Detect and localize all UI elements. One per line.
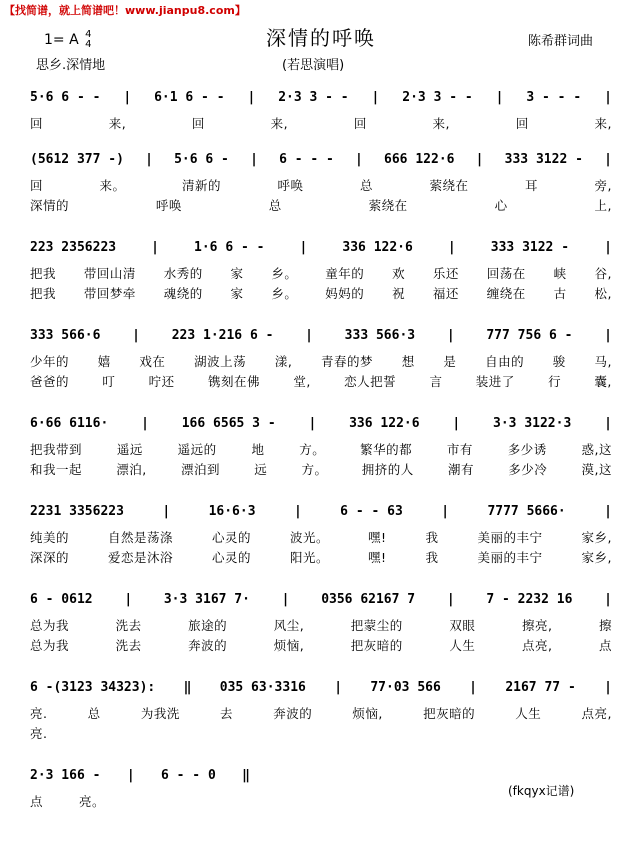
lyric-word: 恋人把誓 (344, 374, 397, 389)
measure: 2·3 3 - - (402, 90, 473, 105)
lyric-word: 心 (494, 198, 508, 213)
notes-line (30, 240, 612, 255)
lyric-word: 风尘, (273, 618, 305, 633)
barline: | (441, 504, 450, 519)
lyric-word: 来, (594, 116, 612, 131)
barline: | (162, 504, 171, 519)
lyric-word: 骏 (552, 354, 566, 369)
lyric-word: 总 (87, 706, 101, 721)
lyric-word: 繁华的都 (360, 442, 413, 457)
lyric-word: 马, (594, 354, 612, 369)
lyric-word: 家乡, (581, 550, 612, 565)
lyric-word: 漾, (274, 354, 293, 369)
lyric-word: 奔波的 (188, 638, 228, 653)
measure: 2·3 3 - - (278, 90, 349, 105)
lyric-word: 为我洗 (140, 706, 180, 721)
lyric-word: 双眼 (449, 618, 476, 633)
lyric-word: 福还 (432, 286, 459, 301)
lyric-word: 漂泊到 (180, 462, 220, 477)
barline: | (132, 328, 140, 343)
lyrics-verse-1 (30, 704, 612, 722)
lyric-word: 是 (443, 354, 457, 369)
lyric-word: 带回梦牵 (83, 286, 136, 301)
lyric-word: 耳 (525, 178, 539, 193)
lyric-word: 洗去 (115, 638, 142, 653)
lyric-word: 回 (515, 116, 529, 131)
barline: | (299, 240, 308, 255)
measure: 77·03 566 (370, 680, 441, 695)
lyrics-verse-2 (30, 636, 612, 654)
notes-line (30, 328, 612, 343)
lyric-word: 嘿! (368, 530, 387, 545)
lyric-word: 呼唤 (155, 198, 182, 213)
lyric-word: 乡。 (271, 286, 298, 301)
barline: | (308, 416, 317, 431)
lyric-word: 遥远 (116, 442, 143, 457)
lyric-word: 潮有 (447, 462, 474, 477)
singer-credit: (若思演唱) (282, 58, 345, 73)
lyric-word: 镌刻在佛 (207, 374, 260, 389)
lyric-word: 多少诱 (507, 442, 547, 457)
time-signature (85, 30, 91, 50)
composer-credit: 陈希群词曲 (528, 34, 594, 49)
barline: | (281, 592, 290, 607)
lyric-word: 戏在 (139, 354, 166, 369)
lyrics-verse-1 (30, 616, 612, 634)
lyrics-verse-1 (30, 352, 612, 370)
lyric-word: 多少冷 (508, 462, 548, 477)
barline: | (469, 680, 477, 695)
measure: 2231 3356223 (30, 504, 124, 519)
lyric-word: 点亮, (521, 638, 553, 653)
lyric-word: 把我 (30, 266, 57, 281)
measure: 777 756 6 - (486, 328, 573, 343)
measure: 7 - 2232 16 (486, 592, 573, 607)
measure: 223 1·216 6 - (171, 328, 274, 343)
lyric-word: 心灵的 (212, 550, 252, 565)
lyric-word: 松, (594, 286, 612, 301)
lyric-word: 言 (429, 374, 443, 389)
time-top: 4 (85, 29, 92, 40)
lyric-word: 烦恼, (352, 706, 383, 721)
barline: | (247, 90, 256, 105)
lyric-word: 深深的 (30, 550, 70, 565)
measure: 0356 62167 7 (321, 592, 416, 607)
lyric-word: 爸爸的 (30, 374, 70, 389)
barline: | (446, 328, 455, 343)
lyric-word: 和我一起 (30, 462, 83, 477)
lyric-word: 回 (30, 178, 44, 193)
lyric-word: 童年的 (325, 266, 365, 281)
measure: 5·6 6 - - (30, 90, 101, 105)
measure: 6 -(3123 34323): (30, 680, 156, 695)
barline: | (475, 152, 484, 167)
lyric-word: 远 (254, 462, 268, 477)
barline: | (124, 592, 133, 607)
lyric-word: 青春的梦 (320, 354, 373, 369)
measure: 3·3 3167 7· (163, 592, 250, 607)
lyric-word: 囊, (594, 374, 612, 389)
lyric-word: 总为我 (30, 638, 70, 653)
lyric-word: 纯美的 (30, 530, 70, 545)
measure: 1·6 6 - - (194, 240, 265, 255)
barline: | (604, 680, 612, 695)
lyric-word: 上, (594, 198, 612, 213)
notes-line (30, 768, 250, 783)
notes-line (30, 416, 612, 431)
mood-marking: 思乡.深情地 (36, 58, 106, 73)
lyric-word: 自由的 (485, 354, 525, 369)
lyric-word: 古 (553, 286, 567, 301)
lyric-word: 亮。 (79, 794, 106, 809)
barline: | (604, 90, 612, 105)
lyric-word: 萦绕在 (368, 198, 408, 213)
barline: | (495, 90, 504, 105)
lyrics-verse-2 (30, 548, 612, 566)
barline: | (604, 328, 612, 343)
lyric-word: 总为我 (30, 618, 70, 633)
lyric-word: 点 (598, 638, 612, 653)
lyric-word: 呼唤 (277, 178, 304, 193)
lyric-word: 缠绕在 (486, 286, 526, 301)
lyric-word: 方。 (301, 462, 328, 477)
lyric-word: 水秀的 (163, 266, 203, 281)
lyric-word: 美丽的丰宁 (477, 550, 543, 565)
measure: 16·6·3 (208, 504, 256, 519)
lyric-word: 带回山清 (83, 266, 136, 281)
lyric-word: 行 (548, 374, 562, 389)
lyrics-verse-1 (30, 440, 612, 458)
lyric-word: 咛还 (148, 374, 175, 389)
barline: | (250, 152, 258, 167)
lyric-word: 嬉 (97, 354, 111, 369)
measure: 2·3 166 - (30, 768, 101, 783)
measure: 333 3122 - (504, 152, 583, 167)
measure: 2167 77 - (505, 680, 576, 695)
lyrics-verse-2 (30, 724, 612, 742)
measure: 3·3 3122·3 (493, 416, 572, 431)
lyrics-verse-2 (30, 196, 612, 214)
lyric-word: 少年的 (30, 354, 70, 369)
barline: | (604, 416, 612, 431)
lyric-word: 湖波上荡 (194, 354, 247, 369)
measure: 166 6565 3 - (181, 416, 276, 431)
lyric-word: 去 (220, 706, 234, 721)
lyric-word: 波光。 (290, 530, 330, 545)
lyric-word: 自然是荡涤 (108, 530, 174, 545)
barline: | (446, 592, 455, 607)
lyric-word: 人生 (449, 638, 476, 653)
lyric-word: 烦恼, (273, 638, 305, 653)
lyric-word: 人生 (515, 706, 542, 721)
lyric-word: 来, (108, 116, 127, 131)
lyric-word: 方。 (299, 442, 326, 457)
lyric-word: 擦亮, (521, 618, 553, 633)
measure: 3 - - - (526, 90, 582, 105)
lyric-word: 堂, (293, 374, 311, 389)
key-signature (44, 30, 92, 50)
barline: | (334, 680, 343, 695)
lyrics-verse-2 (30, 372, 612, 390)
lyric-word: 遥远的 (177, 442, 217, 457)
barline: | (604, 240, 612, 255)
measure: 336 122·6 (342, 240, 413, 255)
lyric-word: 想 (401, 354, 415, 369)
measure: 035 63·3316 (219, 680, 306, 695)
transcriber-credit: (fkqyx记谱) (508, 784, 575, 798)
lyric-word: 地 (251, 442, 265, 457)
lyric-word: 乡。 (271, 266, 298, 281)
barline: | (604, 152, 612, 167)
lyric-word: 峡 (553, 266, 567, 281)
barline: | (371, 90, 380, 105)
lyric-word: 旅途的 (188, 618, 228, 633)
barline: | (123, 90, 132, 105)
measure: 6·66 6116· (30, 416, 109, 431)
barline: | (126, 768, 135, 783)
measure: 6 - - - (279, 152, 334, 167)
lyrics-verse-1 (30, 264, 612, 282)
lyric-word: 阳光。 (290, 550, 330, 565)
lyric-word: 把灰暗的 (350, 638, 403, 653)
measure: 6 - 0612 (30, 592, 93, 607)
lyric-word: 魂绕的 (163, 286, 203, 301)
measure: 333 566·6 (30, 328, 101, 343)
lyric-word: 我 (425, 530, 439, 545)
lyric-word: 清新的 (182, 178, 222, 193)
measure: 5·6 6 - (174, 152, 229, 167)
lyric-word: 把蒙尘的 (350, 618, 403, 633)
lyric-word: 洗去 (115, 618, 142, 633)
lyric-word: 来, (270, 116, 289, 131)
lyric-word: 拥挤的人 (361, 462, 414, 477)
lyric-word: 擦 (598, 618, 612, 633)
lyric-word: 回 (353, 116, 367, 131)
lyric-word: 惑,这 (581, 442, 612, 457)
lyric-word: 我 (425, 550, 439, 565)
measure: 333 566·3 (344, 328, 416, 343)
lyric-word: 总 (360, 178, 374, 193)
barline: | (305, 328, 313, 343)
lyric-word: 萦绕在 (429, 178, 469, 193)
lyric-word: 市有 (446, 442, 473, 457)
measure: 336 122·6 (349, 416, 420, 431)
lyric-word: 点亮, (581, 706, 612, 721)
lyric-word: 家乡, (581, 530, 612, 545)
lyric-word: 亮. (30, 726, 48, 741)
lyric-word: 来。 (99, 178, 126, 193)
barline: | (447, 240, 456, 255)
lyrics-verse-1 (30, 114, 612, 132)
lyrics-verse-1 (30, 176, 612, 194)
lyric-word: 家 (230, 266, 244, 281)
lyric-word: 嘿! (368, 550, 387, 565)
time-bottom: 4 (85, 39, 92, 50)
lyric-word: 装进了 (475, 374, 515, 389)
lyric-word: 爱恋是沐浴 (108, 550, 174, 565)
barline: | (604, 592, 612, 607)
measure: 6·1 6 - - (154, 90, 225, 105)
lyric-word: 祝 (392, 286, 406, 301)
barline: | (151, 240, 159, 255)
lyrics-verse-2 (30, 284, 612, 302)
measure: 6 - - 0 (161, 768, 216, 783)
lyric-word: 叮 (102, 374, 116, 389)
lyric-word: 家 (230, 286, 244, 301)
lyric-word: 心灵的 (212, 530, 252, 545)
notes-line (30, 152, 612, 167)
barline: ‖ (183, 680, 192, 695)
barline: | (355, 152, 363, 167)
lyric-word: 把灰暗的 (423, 706, 476, 721)
lyric-word: 把我带到 (30, 442, 83, 457)
notes-line (30, 680, 612, 695)
barline: ‖ (242, 768, 250, 783)
measure: 7777 5666· (487, 504, 566, 519)
lyric-word: 深情的 (30, 198, 70, 213)
lyric-word: 漠,这 (581, 462, 612, 477)
lyric-word: 回 (30, 116, 44, 131)
notes-line (30, 504, 612, 519)
lyric-word: 美丽的丰宁 (477, 530, 543, 545)
barline: | (604, 504, 612, 519)
song-title: 深情的呼唤 (266, 26, 376, 50)
lyric-word: 奔波的 (273, 706, 313, 721)
notes-line (30, 90, 612, 105)
barline: | (452, 416, 461, 431)
lyric-word: 总 (268, 198, 282, 213)
lyric-word: 回荡在 (486, 266, 526, 281)
lyrics-verse-1 (30, 528, 612, 546)
key-text: 1= A (44, 32, 79, 48)
site-watermark[interactable]: 【找简谱，就上简谱吧！www.jianpu8.com】 (4, 4, 246, 17)
measure: 333 3122 - (490, 240, 570, 255)
lyric-word: 谷, (594, 266, 612, 281)
barline: | (293, 504, 302, 519)
lyrics-verse-2 (30, 460, 612, 478)
barline: | (141, 416, 149, 431)
notes-line (30, 592, 612, 607)
lyric-word: 乐还 (432, 266, 459, 281)
measure: 666 122·6 (384, 152, 455, 167)
lyric-word: 漂泊, (116, 462, 147, 477)
measure: 6 - - 63 (340, 504, 403, 519)
measure: (5612 377 -) (30, 152, 124, 167)
lyric-word: 妈妈的 (325, 286, 365, 301)
lyric-word: 亮. (30, 706, 48, 721)
lyric-word: 回 (191, 116, 205, 131)
barline: | (145, 152, 153, 167)
measure: 223 2356223 (30, 240, 117, 255)
lyric-word: 把我 (30, 286, 57, 301)
lyric-word: 旁, (594, 178, 612, 193)
lyric-word: 欢 (392, 266, 406, 281)
lyric-word: 来, (432, 116, 451, 131)
lyric-word: 点 (30, 794, 44, 809)
